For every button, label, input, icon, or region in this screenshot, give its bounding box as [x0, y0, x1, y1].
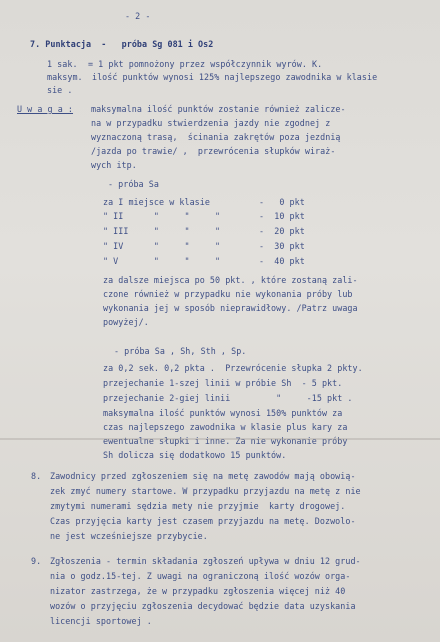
section-9-line-5: licencji sportowej . — [50, 616, 152, 626]
dalsze-line-4: powyżej/. — [103, 317, 149, 327]
uwaga-line-2: na w przypadku stwierdzenia jazdy nie zgodnej z — [91, 118, 331, 128]
sak-text: = 1 pkt pomnożony przez współczynnik wyrów. K. — [88, 59, 323, 69]
sak-label: 1 sak. — [47, 59, 78, 69]
section-8-line-4: Czas przyjęcia karty jest czasem przyjazdu na metę. Dozwolo- — [50, 516, 356, 526]
place-row-4: " IV " " " — [103, 241, 221, 251]
section-9-number: 9. — [31, 556, 42, 566]
section-8-number: 8. — [31, 471, 42, 481]
penalty-note-2: czas najlepszego zawodnika w klasie plus kary za — [103, 422, 348, 432]
proba-sa-heading: - próba Sa — [108, 179, 159, 189]
points-row-1: - 0 pkt — [259, 197, 305, 207]
proba-sh-heading: - próba Sa , Sh, Sth , Sp. — [114, 346, 247, 356]
place-row-5: " V " " " — [103, 256, 221, 266]
uwaga-line-4: /jazda po trawie/ , przewrócenia słupków wiraż- — [91, 146, 336, 156]
section-8-line-5: ne jest wcześniejsze przybycie. — [50, 531, 208, 541]
maks-label: maksym. — [47, 72, 83, 82]
dalsze-line-3: wykonania jej w sposób nieprawidłowy. /Patrz uwaga — [103, 303, 358, 313]
section-9-line-2: nia o godz.15-tej. Z uwagi na ograniczoną ilość wozów orga- — [50, 571, 351, 581]
penalty-line-2: przejechanie 1-szej linii w próbie Sh - 5 pkt. — [103, 378, 343, 388]
dalsze-line-1: za dalsze miejsca po 50 pkt. , które zostaną zali- — [103, 275, 358, 285]
section-9-line-4: wozów o przyjęciu zgłoszenia decydować będzie data uzyskania — [50, 601, 356, 611]
uwaga-line-5: wych itp. — [91, 160, 137, 170]
dalsze-line-2: czone również w przypadku nie wykonania próby lub — [103, 289, 353, 299]
page-number: - 2 - — [125, 11, 151, 21]
points-row-2: - 10 pkt — [259, 211, 305, 221]
maks-text: ilość punktów wynosi 125% najlepszego zawodnika w klasie — [92, 72, 378, 82]
penalty-note-4: Sh dolicza się dodatkowo 15 punktów. — [103, 450, 287, 460]
points-row-5: - 40 pkt — [259, 256, 305, 266]
uwaga-line-3: wyznaczoną trasą, ścinania zakrętów poza jezdnią — [91, 132, 341, 142]
place-row-3: " III " " " — [103, 226, 221, 236]
penalty-note-3: ewentualne słupki i inne. Za nie wykonanie próby — [103, 436, 348, 446]
penalty-line-1: za 0,2 sek. 0,2 pkta . Przewrócenie słupka 2 pkty. — [103, 363, 363, 373]
penalty-line-3: przejechanie 2-giej linii " -15 pkt . — [103, 393, 353, 403]
section-8-line-1: Zawodnicy przed zgłoszeniem się na metę zawodów mają obowią- — [50, 471, 356, 481]
uwaga-line-1: maksymalna ilość punktów zostanie również zalicze- — [91, 104, 346, 114]
place-row-2: " II " " " — [103, 211, 221, 221]
points-row-3: - 20 pkt — [259, 226, 305, 236]
section-8-line-3: zmytymi numerami sędzia mety nie przyjmie karty drogowej. — [50, 501, 346, 511]
section-9-line-1: Zgłoszenia - termin składania zgłoszeń upływa w dniu 12 grud- — [50, 556, 361, 566]
points-row-4: - 30 pkt — [259, 241, 305, 251]
penalty-note-1: maksymalna ilość punktów wynosi 150% punktów za — [103, 408, 343, 418]
section-7-title: 7. Punktacja - próba Sg 081 i Os2 — [30, 39, 214, 49]
maks-cont: sie . — [47, 85, 73, 95]
section-8-line-2: zek zmyć numery startowe. W przypadku przyjazdu na metę z nie — [50, 486, 361, 496]
uwaga-label: U w a g a : — [17, 104, 74, 114]
place-row-1: za I miejsce w klasie — [103, 197, 210, 207]
section-9-line-3: nizator zastrzega, że w przypadku zgłoszenia więcej niż 40 — [50, 586, 346, 596]
